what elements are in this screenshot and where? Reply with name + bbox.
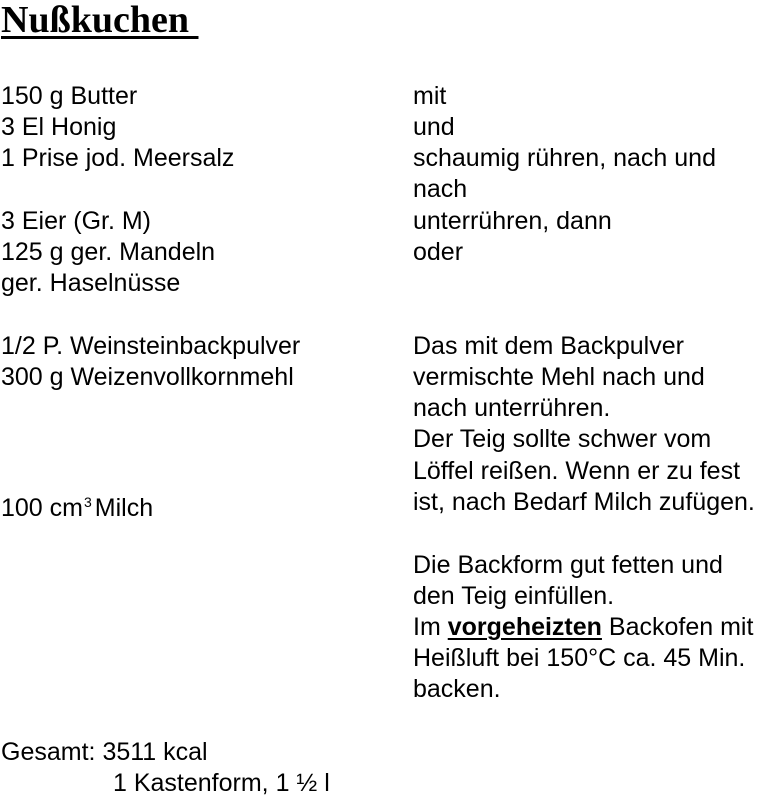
instruction-line: den Teig einfüllen. (413, 582, 615, 610)
ingredient-almonds: 125 g ger. Mandeln (1, 238, 216, 266)
instruction-line: schaumig rühren, nach und (413, 144, 716, 172)
instruction-line: ist, nach Bedarf Milch zufügen. (413, 488, 755, 516)
milk-name: Milch (94, 494, 154, 522)
instruction-line: mit (413, 82, 447, 110)
milk-exponent: 3 (83, 494, 92, 510)
oven-instruction (413, 612, 753, 643)
instruction-line: Die Backform gut fetten und (413, 551, 723, 579)
ingredient-eggs: 3 Eier (Gr. M) (1, 207, 152, 235)
ingredient-hazelnuts: ger. Haselnüsse (1, 269, 181, 297)
oven-prefix: Im (413, 613, 441, 641)
total-kcal: 3511 kcal (102, 738, 208, 766)
instruction-line: backen. (413, 675, 501, 703)
ingredient-milk (1, 487, 153, 524)
preheated-emphasis: vorgeheizten (447, 613, 602, 641)
ingredient-baking-powder: 1/2 P. Weinsteinbackpulver (1, 332, 301, 360)
oven-suffix: Backofen mit (608, 613, 754, 641)
instruction-line: vermischte Mehl nach und (413, 363, 705, 391)
instruction-line: Heißluft bei 150°C ca. 45 Min. (413, 644, 746, 672)
instruction-line: Löffel reißen. Wenn er zu fest (413, 457, 741, 485)
instruction-line: nach unterrühren. (413, 394, 611, 422)
ingredient-flour: 300 g Weizenvollkornmehl (1, 363, 294, 391)
milk-amount: 100 cm (1, 494, 83, 522)
instruction-line: oder (413, 238, 464, 266)
instruction-line: und (413, 113, 455, 141)
ingredient-butter: 150 g Butter (1, 82, 138, 110)
instruction-line: Das mit dem Backpulver (413, 332, 684, 360)
instruction-line: Der Teig sollte schwer vom (413, 425, 712, 453)
ingredient-salt: 1 Prise jod. Meersalz (1, 144, 235, 172)
total-label: Gesamt: (1, 738, 96, 766)
instruction-line: unterrühren, dann (413, 207, 612, 235)
recipe-title: Nußkuchen (1, 0, 199, 41)
instruction-line: nach (413, 175, 468, 203)
total-line (1, 737, 208, 768)
ingredient-honey: 3 El Honig (1, 113, 117, 141)
total-yield: 1 Kastenform, 1 ½ l (113, 769, 330, 797)
